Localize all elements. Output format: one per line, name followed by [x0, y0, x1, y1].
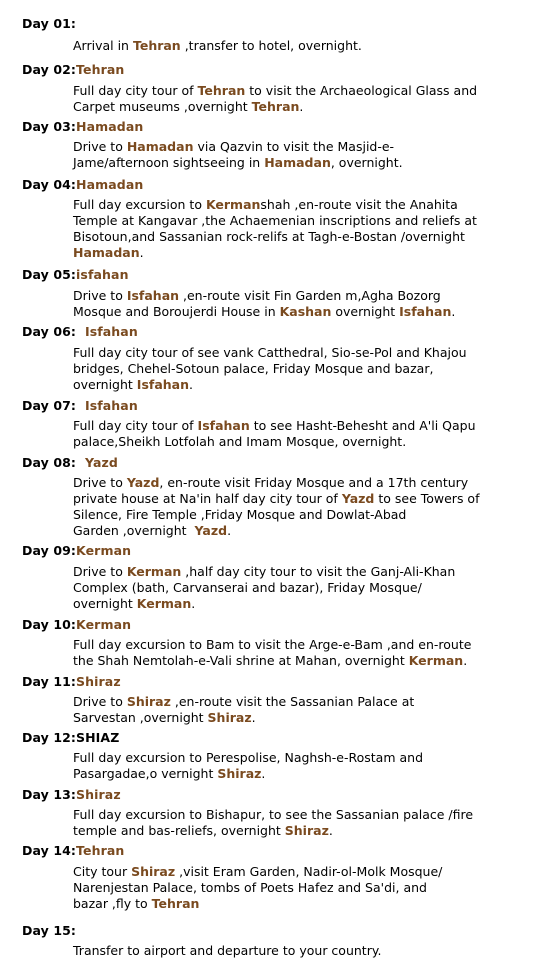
- place-name: Kerman: [408, 653, 464, 668]
- description-line: [73, 361, 523, 377]
- text-run: , en-route visit Friday Mosque and a 17th century: [159, 475, 469, 490]
- place-name: Isfahan: [197, 418, 250, 433]
- place-name: Hamadan: [73, 245, 140, 260]
- day-label: Day 05:: [22, 267, 77, 282]
- description-line: [73, 710, 523, 726]
- day-label: Day 07:: [22, 398, 85, 413]
- description-line: [73, 139, 523, 155]
- description-line: [73, 213, 523, 229]
- day-heading: [22, 398, 138, 414]
- day-label: Day 08:: [22, 455, 85, 470]
- day-label: Day 01:: [22, 16, 77, 31]
- text-run: ,half day city tour to visit the Ganj-Ali-Khan: [181, 564, 456, 579]
- text-run: .: [139, 245, 144, 260]
- place-name: Tehran: [251, 99, 300, 114]
- day-label: Day 06:: [22, 324, 85, 339]
- description-line: [73, 418, 523, 434]
- text-run: Arrival in: [73, 38, 133, 53]
- text-run: Drive to: [73, 564, 127, 579]
- text-run: to see Hasht-Behesht and A'li Qapu: [249, 418, 476, 433]
- place-name: Kerman: [205, 197, 261, 212]
- place-name: Kerman: [136, 596, 192, 611]
- text-run: .: [227, 523, 232, 538]
- text-run: Mosque and Boroujerdi House in: [73, 304, 280, 319]
- place-name: Yazd: [126, 475, 160, 490]
- day-heading: [22, 730, 119, 746]
- day-label: Day 15:: [22, 923, 77, 938]
- text-run: Full day excursion to: [73, 197, 206, 212]
- description-line: [73, 304, 523, 320]
- text-run: overnight: [73, 377, 137, 392]
- text-run: City tour: [73, 864, 132, 879]
- day-description: [73, 288, 523, 320]
- text-run: Sarvestan ,overnight: [73, 710, 208, 725]
- place-name: Shiraz: [207, 710, 252, 725]
- text-run: ,en-route visit Fin Garden m,Agha Bozorg: [179, 288, 441, 303]
- text-run: private house at Na'in half day city tour of: [73, 491, 342, 506]
- day-label: Day 03:: [22, 119, 77, 134]
- place-name: Isfahan: [126, 288, 180, 303]
- text-run: Temple at Kangavar ,the Achaemenian inscriptions and reliefs at: [73, 213, 477, 228]
- text-run: Complex (bath, Carvanserai and bazar), Friday Mosque/: [73, 580, 422, 595]
- day-heading: [22, 543, 131, 559]
- description-line: [73, 766, 523, 782]
- description-line: [73, 580, 523, 596]
- text-run: ,visit Eram Garden, Nadir-ol-Molk Mosque/: [175, 864, 443, 879]
- text-run: Drive to: [73, 475, 127, 490]
- day-description: [73, 345, 523, 393]
- text-run: Carpet museums ,overnight: [73, 99, 252, 114]
- text-run: Full day city tour of: [73, 418, 198, 433]
- place-name: Shiraz: [131, 864, 176, 879]
- place-name: Hamadan: [126, 139, 194, 154]
- day-heading: [22, 16, 76, 32]
- description-line: [73, 637, 523, 653]
- text-run: Drive to: [73, 694, 127, 709]
- text-run: Full day excursion to Perespolise, Naghsh-e-Rostam and: [73, 750, 423, 765]
- day-label: Day 09:: [22, 543, 77, 558]
- text-run: .: [451, 304, 456, 319]
- place-name: Hamadan: [264, 155, 331, 170]
- place-name: Tehran: [151, 896, 200, 911]
- text-run: ,en-route visit the Sassanian Palace at: [170, 694, 415, 709]
- description-line: [73, 229, 523, 245]
- day-heading: [22, 324, 138, 340]
- day-heading: [22, 787, 121, 803]
- text-run: via Qazvin to visit the Masjid-e-: [193, 139, 395, 154]
- description-line: [73, 288, 523, 304]
- text-run: Pasargadae,o vernight: [73, 766, 218, 781]
- description-line: [73, 523, 523, 539]
- description-line: [73, 507, 523, 523]
- description-line: [73, 83, 523, 99]
- day-destination: Shiraz: [76, 674, 121, 689]
- day-destination: Hamadan: [76, 177, 144, 192]
- description-line: [73, 197, 523, 213]
- text-run: .: [251, 710, 256, 725]
- text-run: .: [328, 823, 333, 838]
- place-name: Yazd: [341, 491, 375, 506]
- day-description: [73, 637, 523, 669]
- text-run: palace,Sheikh Lotfolah and Imam Mosque, overnight.: [73, 434, 407, 449]
- text-run: .: [191, 596, 196, 611]
- text-run: overnight: [73, 596, 137, 611]
- text-run: Silence, Fire Temple ,Friday Mosque and Dowlat-Abad: [73, 507, 407, 522]
- place-name: Kashan: [279, 304, 332, 319]
- day-destination: Yazd: [84, 455, 118, 470]
- day-description: [73, 564, 523, 612]
- place-name: Yazd: [194, 523, 228, 538]
- day-label: Day 02:: [22, 62, 77, 77]
- text-run: overnight: [331, 304, 400, 319]
- day-label: Day 04:: [22, 177, 77, 192]
- day-destination: Tehran: [76, 62, 125, 77]
- day-destination: isfahan: [76, 267, 129, 282]
- description-line: [73, 943, 523, 959]
- day-heading: [22, 177, 143, 193]
- day-heading: [22, 62, 124, 78]
- text-run: Transfer to airport and departure to your country.: [73, 943, 382, 958]
- description-line: [73, 564, 523, 580]
- description-line: [73, 245, 523, 261]
- day-label: Day 14:: [22, 843, 77, 858]
- day-description: [73, 38, 523, 54]
- text-run: Full day city tour of see vank Catthedral, Sio-se-Pol and Khajou: [73, 345, 467, 360]
- text-run: to see Towers of: [374, 491, 480, 506]
- text-run: .: [189, 377, 193, 392]
- text-run: shah ,en-route visit the Anahita: [260, 197, 458, 212]
- day-description: [73, 807, 523, 839]
- day-heading: [22, 267, 129, 283]
- place-name: Tehran: [132, 38, 181, 53]
- text-run: Full day excursion to Bishapur, to see the Sassanian palace /fire: [73, 807, 474, 822]
- description-line: [73, 864, 523, 880]
- day-heading: [22, 119, 143, 135]
- place-name: Tehran: [197, 83, 246, 98]
- day-label: Day 10:: [22, 617, 77, 632]
- text-run: Narenjestan Palace, tombs of Poets Hafez and Sa'di, and: [73, 880, 427, 895]
- day-destination: Isfahan: [84, 398, 138, 413]
- day-destination: Kerman: [76, 617, 132, 632]
- text-run: Drive to: [73, 139, 127, 154]
- description-line: [73, 99, 523, 115]
- description-line: [73, 750, 523, 766]
- description-line: [73, 434, 523, 450]
- place-name: Isfahan: [399, 304, 452, 319]
- description-line: [73, 155, 523, 171]
- text-run: the Shah Nemtolah-e-Vali shrine at Mahan, overnight: [73, 653, 409, 668]
- text-run: Full day excursion to Bam to visit the Arge-e-Bam ,and en-route: [73, 637, 472, 652]
- day-description: [73, 694, 523, 726]
- day-heading: [22, 674, 121, 690]
- text-run: Jame/afternoon sightseeing in: [73, 155, 265, 170]
- text-run: bazar ,fly to: [73, 896, 152, 911]
- day-label: Day 12:SHIAZ: [22, 730, 120, 745]
- place-name: Isfahan: [136, 377, 189, 392]
- day-description: [73, 750, 523, 782]
- day-description: [73, 418, 523, 450]
- day-description: [73, 864, 523, 912]
- place-name: Shiraz: [126, 694, 171, 709]
- text-run: temple and bas-reliefs, overnight: [73, 823, 285, 838]
- day-description: [73, 943, 523, 959]
- text-run: .: [299, 99, 304, 114]
- place-name: Shiraz: [217, 766, 262, 781]
- day-destination: Shiraz: [76, 787, 121, 802]
- description-line: [73, 694, 523, 710]
- day-heading: [22, 923, 76, 939]
- text-run: , overnight.: [330, 155, 403, 170]
- description-line: [73, 38, 523, 54]
- description-line: [73, 807, 523, 823]
- text-run: to visit the Archaeological Glass and: [245, 83, 478, 98]
- description-line: [73, 880, 523, 896]
- description-line: [73, 653, 523, 669]
- description-line: [73, 491, 523, 507]
- day-destination: Tehran: [76, 843, 125, 858]
- text-run: bridges, Chehel-Sotoun palace, Friday Mosque and bazar,: [73, 361, 434, 376]
- day-destination: Kerman: [76, 543, 132, 558]
- text-run: Drive to: [73, 288, 127, 303]
- text-run: .: [463, 653, 468, 668]
- text-run: Garden ,overnight: [73, 523, 195, 538]
- day-heading: [22, 455, 118, 471]
- description-line: [73, 896, 523, 912]
- day-destination: Isfahan: [84, 324, 138, 339]
- text-run: Full day city tour of: [73, 83, 198, 98]
- day-destination: Hamadan: [76, 119, 144, 134]
- description-line: [73, 475, 523, 491]
- place-name: Kerman: [126, 564, 182, 579]
- day-heading: [22, 843, 124, 859]
- description-line: [73, 823, 523, 839]
- description-line: [73, 377, 523, 393]
- day-label: Day 11:: [22, 674, 77, 689]
- day-description: [73, 139, 523, 171]
- description-line: [73, 345, 523, 361]
- day-description: [73, 475, 523, 539]
- day-label: Day 13:: [22, 787, 77, 802]
- text-run: Bisotoun,and Sassanian rock-relifs at Tagh-e-Bostan /overnight: [73, 229, 465, 244]
- place-name: Shiraz: [284, 823, 329, 838]
- day-description: [73, 197, 523, 261]
- text-run: ,transfer to hotel, overnight.: [180, 38, 362, 53]
- day-description: [73, 83, 523, 115]
- text-run: .: [261, 766, 266, 781]
- day-heading: [22, 617, 131, 633]
- description-line: [73, 596, 523, 612]
